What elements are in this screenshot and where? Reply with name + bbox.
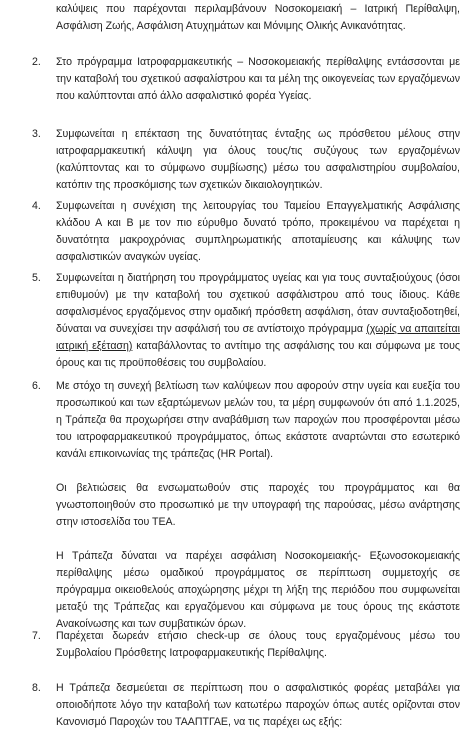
underlined-note: (χωρίς να απαιτείται ιατρική εξέταση) bbox=[56, 323, 460, 352]
item-text-part: καταβάλλοντας το αντίτιμο της ασφάλισης του και σύμφωνα με τους όρους και τις προϋποθέσεις του συμβολαίου. bbox=[56, 340, 461, 369]
intro-text: καλύψεις που παρέχονται περιλαμβάνουν Νοσοκομειακή – Ιατρική Περίθαλψη, Ασφάλιση Ζωής, Ασφάλιση Ατυχημάτων και Μόνιμης Ολικής Ανικανότητας. bbox=[56, 3, 460, 32]
list-item-8 bbox=[32, 680, 460, 731]
item-number: 3. bbox=[32, 128, 41, 140]
intro-paragraph bbox=[32, 1, 460, 35]
item-paragraph-1: Με στόχο τη συνεχή βελτίωση των καλύψεων που αφορούν στην υγεία και ευεξία του προσωπικού και των εξαρτώμενων μελών του, τα μέρη συμφωνούν ότι από 1.1.2025, η Τράπεζα θα προχωρήσει στην αναβάθμιση των παροχών που προσφέρονται μέσω του ιατροφαρμακευτικού προγράμματος, όπως εκάστοτε αναρτώνται στο εσωτερικό κανάλι επικοινωνίας της τράπεζας (HR Portal). bbox=[56, 380, 460, 460]
item-number: 2. bbox=[32, 56, 41, 68]
item-paragraph-3: Η Τράπεζα δύναται να παρέχει ασφάλιση Νοσοκομειακής- Εξωνοσοκομειακής περίθαλψης μέσω ομαδικού προγράμματος σε περίπτωση συμμετοχής σε πρόγραμμα οικειοθελούς αποχώρησης μέχρι τη λήξη της περιόδου που συμφωνείται μεταξύ της Τράπεζας και εργαζόμενου και σύμφωνα με τους όρους της εκάστοτε Ανακοίνωσης και των συμβατικών όρων. bbox=[56, 550, 460, 630]
list-item-4 bbox=[32, 198, 460, 266]
item-text: Παρέχεται δωρεάν ετήσιο check-up σε όλους τους εργαζομένους μέσω του Συμβολαίου Πρόσθετης Ιατροφαρμακευτικής Περίθαλψης. bbox=[56, 630, 460, 659]
item-text: Η Τράπεζα δεσμεύεται σε περίπτωση που ο ασφαλιστικός φορέας μεταβάλει για οποιοδήποτε λόγο την καταβολή των κατωτέρω παροχών όπως αυτές ορίζονται στον Κανονισμό Παροχών του ΤΑΑΠΤΓΑΕ, να τις παρέχει ως εξής: bbox=[56, 682, 460, 728]
list-item-6 bbox=[32, 378, 460, 633]
item-number: 6. bbox=[32, 380, 41, 392]
item-text: Στο πρόγραμμα Ιατροφαρμακευτικής – Νοσοκομειακής περίθαλψης εντάσσονται με την καταβολή του σχετικού ασφαλίστρου και τα μέλη της οικογενείας των εργαζόμενων που καλύπτονται από άλλο ασφαλιστικό φορέα Υγείας. bbox=[56, 56, 460, 102]
list-item-7 bbox=[32, 628, 460, 662]
item-text-part: Συμφωνείται η διατήρηση του προγράμματος υγείας και για τους συνταξιούχους (όσοι επιθυμούν) με την καταβολή του σχετικού ασφάλιστρου από τους ίδιους. Κάθε ασφαλισμένος εργαζόμενος στην ομαδική πρόσθετη ασφάλιση, όταν συνταξιοδοτηθεί, δύναται να συνεχίσει την ασφάλισή του σε αντίστοιχο πρόγραμμα bbox=[56, 272, 460, 335]
item-paragraph-2: Οι βελτιώσεις θα ενσωματωθούν στις παροχές του προγράμματος και θα γνωστοποιηθούν στο προσωπικό με την υπογραφή της παρούσας, μέσω ανάρτησης στην ιστοσελίδα του ΤΕΑ. bbox=[56, 482, 460, 528]
item-number: 7. bbox=[32, 630, 41, 642]
item-number: 4. bbox=[32, 200, 41, 212]
item-number: 8. bbox=[32, 682, 41, 694]
item-text bbox=[56, 270, 460, 372]
list-item-5 bbox=[32, 270, 460, 372]
item-text: Συμφωνείται η συνέχιση της λειτουργίας του Ταμείου Επαγγελματικής Ασφάλισης κλάδου Α και Β με τον πιο εύρυθμο δυνατό τρόπο, προκειμένου να παρέχεται η δυνατότητα μακροχρόνιας συμπληρωματικής αποταμίευσης και κάλυψης των ασφαλιστικών αναγκών υγείας. bbox=[56, 200, 460, 263]
list-item-2 bbox=[32, 54, 460, 105]
item-number: 5. bbox=[32, 272, 41, 284]
item-text: Συμφωνείται η επέκταση της δυνατότητας ένταξης ως πρόσθετου μέλους στην ιατροφαρμακευτική κάλυψη για όλους τους/τις συζύγους των εργαζομένων (καλύπτοντας και το σύμφωνο συμβίωσης) μέσω του ασφαλιστηρίου συμβολαίου, κατόπιν της προσκόμισης των σχετικών δικαιολογητικών. bbox=[56, 128, 460, 191]
list-item-3 bbox=[32, 126, 460, 194]
